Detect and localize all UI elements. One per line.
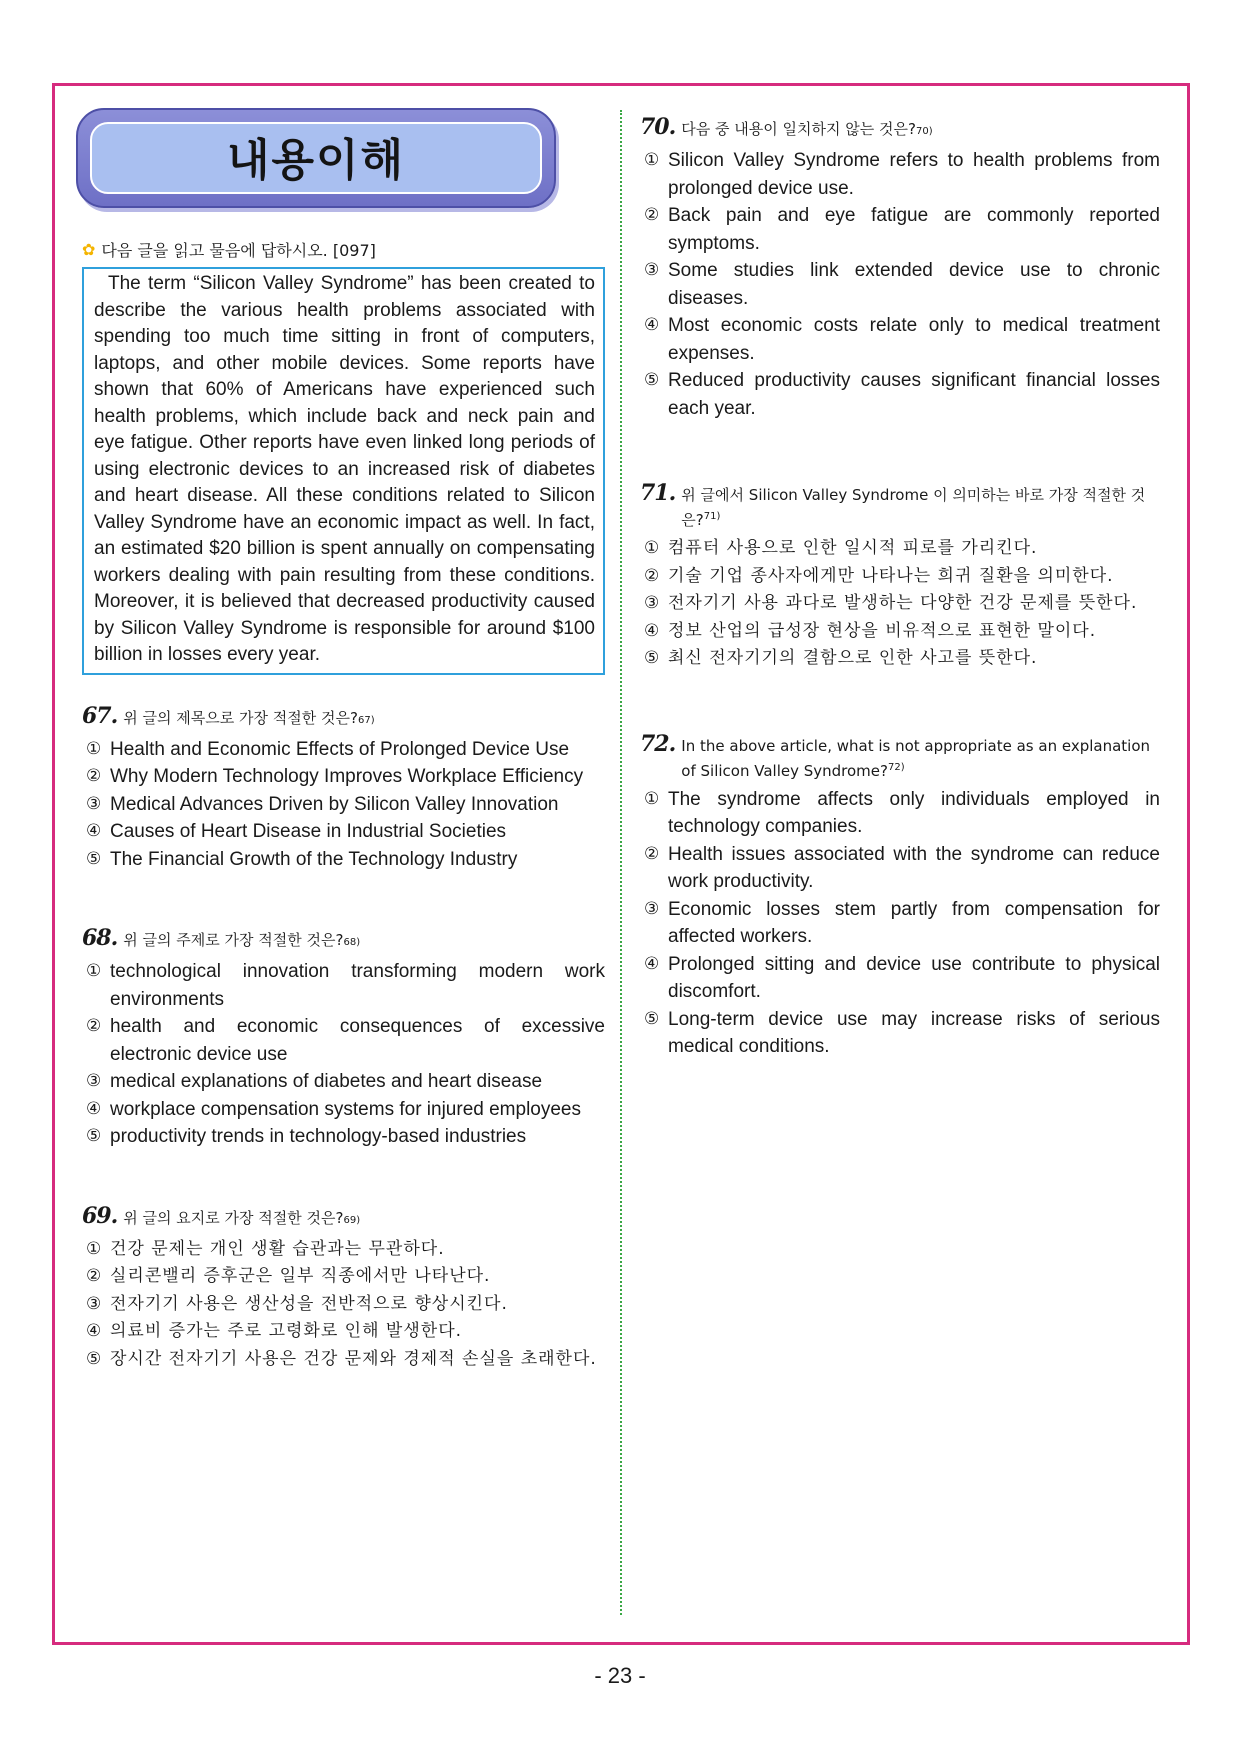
- option-text: Some studies link extended device use to chronic diseases.: [668, 260, 1160, 309]
- option-item[interactable]: [640, 896, 1160, 951]
- option-mark: ③: [86, 1293, 102, 1314]
- option-mark: ②: [86, 766, 102, 786]
- option-list: [640, 535, 1160, 673]
- question-heading: [640, 482, 1160, 531]
- footnote-marker: 72): [888, 761, 905, 773]
- option-item[interactable]: [82, 1013, 605, 1068]
- option-list: [82, 736, 605, 874]
- option-text: The Financial Growth of the Technology Industry: [110, 848, 518, 870]
- option-mark: ③: [644, 593, 660, 613]
- option-text: Causes of Heart Disease in Industrial Societies: [110, 821, 507, 842]
- option-text: 정보 산업의 급성장 현상을 비유적으로 표현한 말이다.: [668, 620, 1097, 641]
- page-number: - 23 -: [594, 1663, 646, 1688]
- option-mark: ②: [644, 843, 660, 864]
- option-mark: ③: [644, 260, 660, 280]
- option-item[interactable]: [640, 367, 1160, 422]
- option-text: 장시간 전자기기 사용은 건강 문제와 경제적 손실을 초래한다.: [110, 1348, 597, 1369]
- option-mark: ④: [86, 821, 102, 841]
- option-mark: ②: [86, 1266, 102, 1286]
- question-69: [82, 1202, 605, 1374]
- question-text-content: In the above article, what is not appropriate as an explanation of Silicon Valley Syndrome?: [681, 736, 1151, 780]
- question-heading: [640, 730, 1160, 782]
- question-68: [82, 927, 605, 1151]
- option-item[interactable]: [82, 1236, 605, 1264]
- question-text: 다음 중 내용이 일치하지 않는 것은?: [681, 120, 916, 138]
- option-mark: ①: [86, 1238, 102, 1259]
- flower-icon: ✿: [82, 240, 96, 259]
- question-heading: [640, 116, 1160, 143]
- option-item[interactable]: [640, 257, 1160, 312]
- option-item[interactable]: [82, 1346, 605, 1374]
- option-item[interactable]: [640, 535, 1160, 563]
- column-divider: [620, 110, 622, 1615]
- footnote-marker: 67): [357, 714, 375, 726]
- option-text: Long-term device use may increase risks of serious medical conditions.: [668, 1008, 1160, 1057]
- instruction: [82, 238, 605, 261]
- footnote-marker: 69): [343, 1214, 361, 1226]
- option-text: Why Modern Technology Improves Workplace Efficiency: [110, 766, 584, 787]
- option-list: [82, 1236, 605, 1374]
- option-text: 의료비 증가는 주로 고령화로 인해 발생한다.: [110, 1321, 463, 1341]
- option-item[interactable]: [82, 958, 605, 1013]
- option-text: technological innovation transforming modern work environments: [110, 961, 605, 1010]
- option-text: Health and Economic Effects of Prolonged Device Use: [110, 738, 570, 760]
- question-text-content: 위 글에서 Silicon Valley Syndrome 이 의미하는 바로 가장 적절한 것은?: [681, 486, 1146, 529]
- option-text: medical explanations of diabetes and heart disease: [110, 1071, 543, 1092]
- option-mark: ①: [86, 738, 102, 759]
- question-67: [82, 702, 605, 874]
- option-text: Silicon Valley Syndrome refers to health problems from prolonged device use.: [668, 150, 1160, 199]
- question-heading: [82, 1202, 605, 1232]
- question-heading: [82, 702, 605, 732]
- option-list: [640, 147, 1160, 422]
- option-mark: ④: [644, 953, 660, 974]
- option-item[interactable]: [640, 951, 1160, 1006]
- question-number: 71 .: [640, 482, 675, 504]
- footnote-marker: 68): [343, 937, 361, 948]
- option-text: 실리콘밸리 증후군은 일부 직종에서만 나타난다.: [110, 1266, 491, 1286]
- option-item[interactable]: [82, 736, 605, 764]
- option-item[interactable]: [640, 1006, 1160, 1061]
- option-text: 컴퓨터 사용으로 인한 일시적 피로를 가리킨다.: [668, 538, 1038, 558]
- option-mark: ⑤: [644, 648, 660, 668]
- option-text: Prolonged sitting and device use contribute to physical discomfort.: [668, 953, 1160, 1002]
- option-text: 기술 기업 종사자에게만 나타나는 희귀 질환을 의미한다.: [668, 565, 1114, 586]
- option-item[interactable]: [640, 645, 1160, 673]
- option-text: Economic losses stem partly from compensation for affected workers.: [668, 898, 1160, 947]
- option-item[interactable]: [640, 590, 1160, 618]
- option-text: 건강 문제는 개인 생활 습관과는 무관하다.: [110, 1238, 445, 1259]
- question-heading: [82, 927, 605, 954]
- option-mark: ④: [86, 1321, 102, 1341]
- option-item[interactable]: [82, 791, 605, 819]
- option-mark: ③: [86, 1071, 102, 1091]
- option-item[interactable]: [82, 1291, 605, 1319]
- option-text: workplace compensation systems for injured employees: [110, 1098, 581, 1120]
- question-number: 67 .: [82, 705, 117, 727]
- option-mark: ④: [644, 315, 660, 335]
- option-mark: ①: [86, 961, 102, 981]
- question-number: 70 .: [640, 116, 675, 138]
- question-number: 72 .: [640, 733, 675, 755]
- option-item[interactable]: [82, 818, 605, 846]
- option-item[interactable]: [82, 1096, 605, 1124]
- question-text: [681, 484, 1160, 531]
- option-list: [82, 958, 605, 1151]
- option-item[interactable]: [640, 147, 1160, 202]
- option-mark: ⑤: [86, 1348, 102, 1369]
- option-mark: ③: [86, 793, 102, 814]
- option-text: 최신 전자기기의 결함으로 인한 사고를 뜻한다.: [668, 648, 1038, 668]
- title-banner: [76, 108, 556, 208]
- question-text: 위 글의 주제로 가장 적절한 것은?: [123, 931, 344, 949]
- option-mark: ②: [644, 205, 660, 225]
- option-mark: ⑤: [644, 370, 660, 390]
- question-text: [681, 735, 1160, 782]
- option-text: Medical Advances Driven by Silicon Valley Innovation: [110, 793, 559, 815]
- instruction-text: 다음 글을 읽고 물음에 답하시오. [097]: [101, 241, 376, 260]
- option-item[interactable]: [82, 1123, 605, 1151]
- option-text: health and economic consequences of excessive electronic device use: [110, 1016, 605, 1065]
- question-text: 위 글의 요지로 가장 적절한 것은?: [123, 1208, 344, 1227]
- option-item[interactable]: [640, 563, 1160, 591]
- question-71: [640, 482, 1160, 673]
- option-mark: ①: [644, 150, 660, 170]
- option-mark: ②: [644, 565, 660, 586]
- question-number: 68 .: [82, 927, 117, 949]
- option-text: Reduced productivity causes significant financial losses each year.: [668, 370, 1160, 419]
- option-mark: ⑤: [86, 1126, 102, 1146]
- option-item[interactable]: [640, 202, 1160, 257]
- question-72: [640, 730, 1160, 1061]
- question-70: [640, 116, 1160, 422]
- option-text: 전자기기 사용은 생산성을 전반적으로 향상시킨다.: [110, 1293, 508, 1314]
- reading-passage: The term “Silicon Valley Syndrome” has been created to describe the various health problems associated with spending too much time sitting in front of computers, laptops, and other mobile devices. Some reports have shown that 60% of Americans have experienced such health problems, which include back and neck pain and eye fatigue. Other reports have even linked long periods of using electronic devices to an increased risk of diabetes and heart disease. All these conditions related to Silicon Valley Syndrome have an economic impact as well. In fact, an estimated $20 billion is spent annually on compensating workers dealing with pain resulting from these conditions. Moreover, it is believed that decreased productivity caused by Silicon Valley Syndrome is responsible for around $100 billion in losses every year.: [82, 267, 605, 675]
- option-mark: ⑤: [86, 848, 102, 869]
- option-item[interactable]: [640, 618, 1160, 646]
- left-column: [82, 108, 605, 1373]
- option-mark: ③: [644, 898, 660, 919]
- option-text: Health issues associated with the syndrome can reduce work productivity.: [668, 843, 1160, 892]
- option-item[interactable]: [82, 1263, 605, 1291]
- footnote-marker: 71): [703, 511, 721, 522]
- option-item[interactable]: [82, 846, 605, 874]
- option-mark: ①: [644, 538, 660, 558]
- option-list: [640, 786, 1160, 1061]
- option-text: productivity trends in technology-based industries: [110, 1126, 527, 1147]
- option-mark: ④: [644, 620, 660, 641]
- option-text: The syndrome affects only individuals employed in technology companies.: [668, 788, 1160, 837]
- option-text: Back pain and eye fatigue are commonly reported symptoms.: [668, 205, 1160, 254]
- option-text: 전자기기 사용 과다로 발생하는 다양한 건강 문제를 뜻한다.: [668, 593, 1138, 613]
- option-item[interactable]: [82, 1068, 605, 1096]
- option-item[interactable]: [640, 841, 1160, 896]
- page-title: 내용이해: [226, 135, 405, 186]
- option-item[interactable]: [640, 786, 1160, 841]
- option-item[interactable]: [640, 312, 1160, 367]
- right-column: [640, 116, 1160, 1061]
- option-item[interactable]: [82, 763, 605, 791]
- option-mark: ②: [86, 1016, 102, 1036]
- question-number: 69 .: [82, 1205, 117, 1227]
- option-mark: ④: [86, 1098, 102, 1119]
- option-mark: ①: [644, 788, 660, 809]
- option-text: Most economic costs relate only to medical treatment expenses.: [668, 315, 1160, 364]
- footnote-marker: 70): [915, 126, 933, 137]
- option-item[interactable]: [82, 1318, 605, 1346]
- question-text: 위 글의 제목으로 가장 적절한 것은?: [123, 708, 358, 727]
- option-mark: ⑤: [644, 1008, 660, 1029]
